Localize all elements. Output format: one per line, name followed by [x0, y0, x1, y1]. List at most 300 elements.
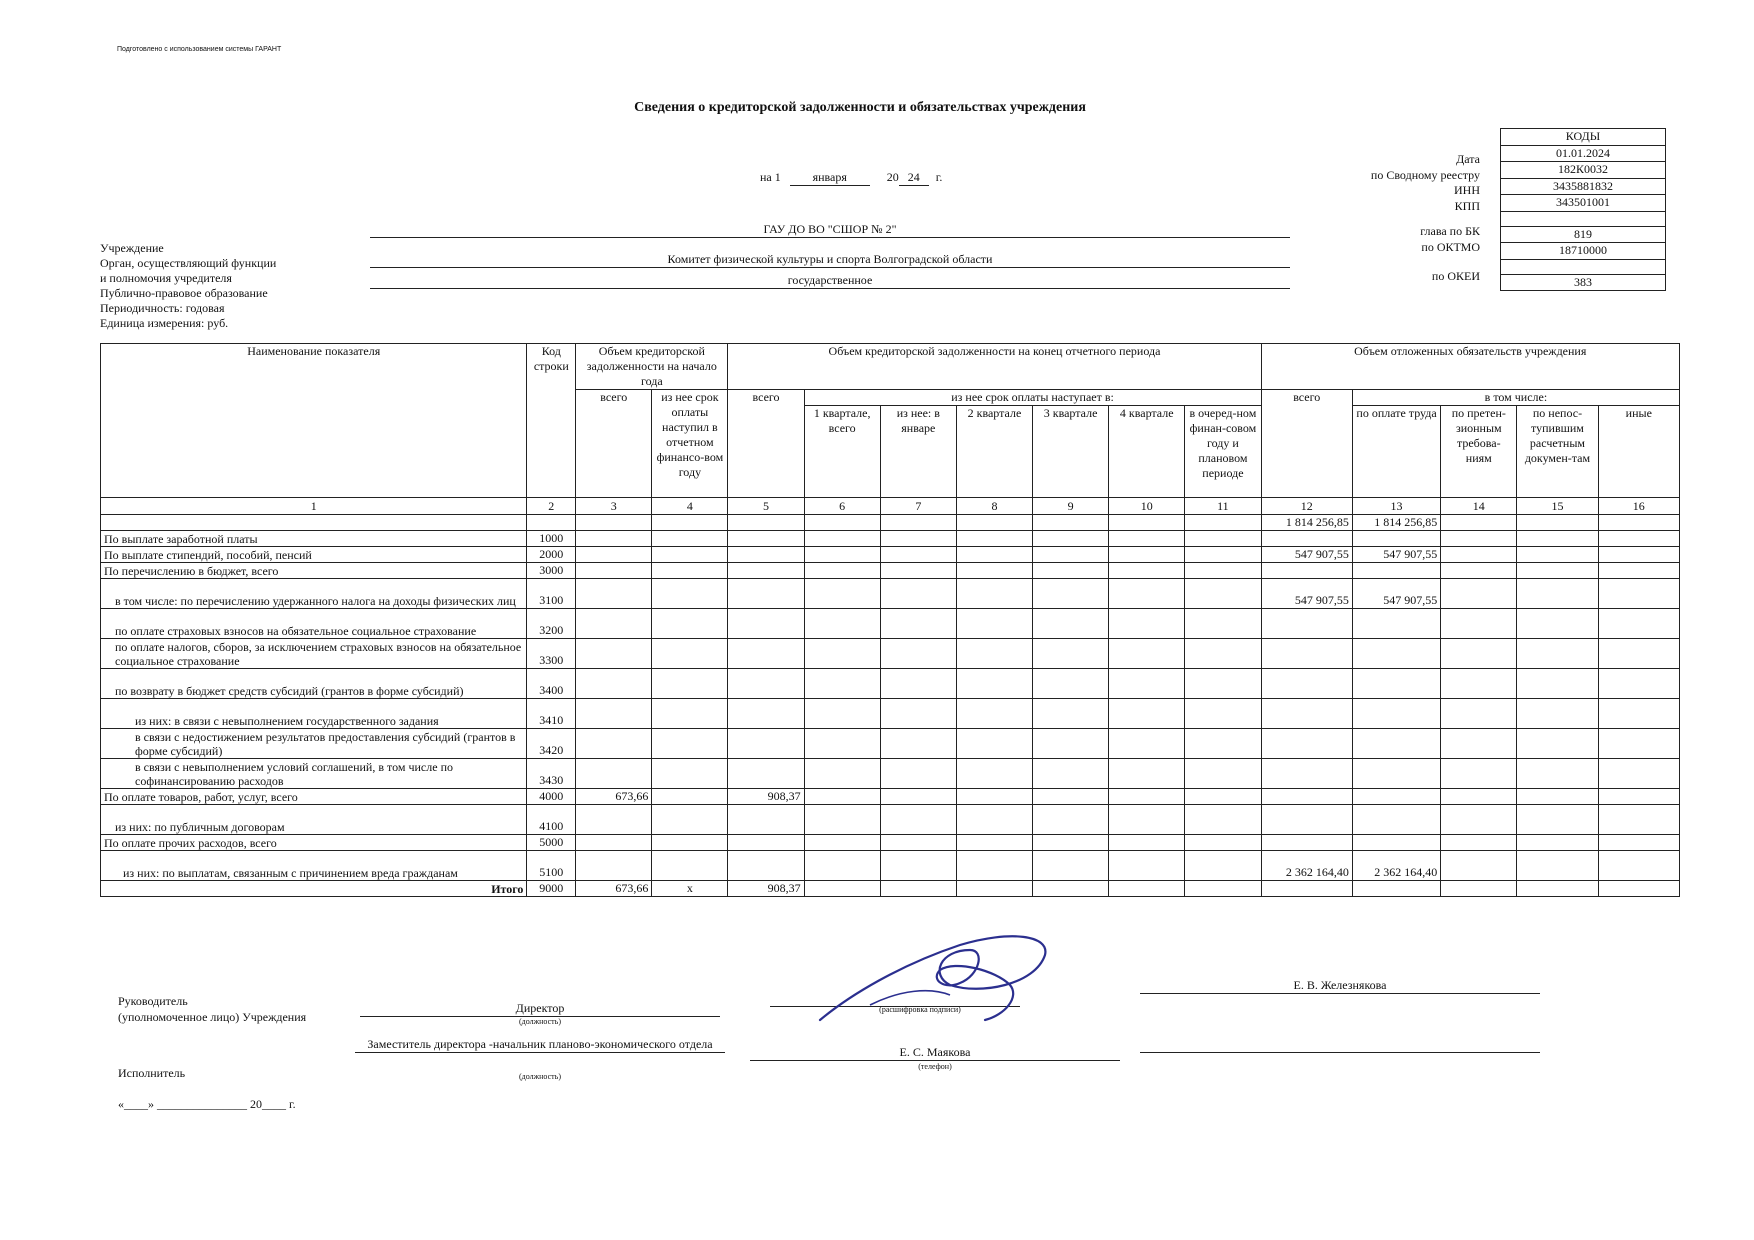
header-code: Код строки	[527, 344, 576, 498]
header-end-total: всего	[728, 390, 804, 498]
row-name: из них: по выплатам, связанным с причинением вреда гражданам	[101, 851, 527, 881]
table-cell	[804, 669, 880, 699]
row-deferred-wages: 547 907,55	[1352, 579, 1440, 609]
table-cell	[1517, 789, 1598, 805]
row-deferred-total: 547 907,55	[1261, 579, 1352, 609]
header-name: Наименование показателя	[101, 344, 527, 498]
table-cell	[956, 851, 1032, 881]
date-month: января	[790, 170, 870, 186]
row-name: По выплате заработной платы	[101, 531, 527, 547]
row-name: По оплате прочих расходов, всего	[101, 835, 527, 851]
table-cell	[1517, 639, 1598, 669]
table-cell	[1441, 789, 1517, 805]
table-row	[101, 531, 1680, 547]
row-deferred-wages	[1352, 729, 1440, 759]
table-cell	[1517, 547, 1598, 563]
table-row	[101, 835, 1680, 851]
table-cell	[1033, 669, 1109, 699]
table-cell	[1441, 699, 1517, 729]
header-end-sub: из нее срок оплаты наступает в:	[804, 390, 1261, 406]
row-begin-due	[652, 729, 728, 759]
table-row	[101, 805, 1680, 835]
row-begin-total	[576, 759, 652, 789]
total-row: Итого 9000 673,66 x 908,37	[101, 881, 1680, 897]
table-cell	[1441, 639, 1517, 669]
row-deferred-wages: 1 814 256,85	[1352, 515, 1440, 531]
date-year: 24	[899, 170, 929, 186]
table-cell	[1185, 805, 1261, 835]
table-row	[101, 729, 1680, 759]
table-cell	[880, 563, 956, 579]
table-cell	[1109, 669, 1185, 699]
signature-caption: (расшифровка подписи)	[879, 1005, 961, 1014]
table-cell	[1109, 515, 1185, 531]
row-deferred-total	[1261, 699, 1352, 729]
table-cell	[1109, 639, 1185, 669]
row-deferred-total	[1261, 729, 1352, 759]
row-end-total: 908,37	[728, 789, 804, 805]
code-kpp: 343501001	[1501, 195, 1665, 212]
table-cell	[804, 805, 880, 835]
table-cell	[1517, 759, 1598, 789]
position-caption: (должность)	[519, 1017, 561, 1026]
table-cell	[804, 563, 880, 579]
row-begin-total	[576, 851, 652, 881]
row-end-total	[728, 699, 804, 729]
codes-header: КОДЫ	[1501, 129, 1665, 146]
garant-note: Подготовлено с использованием системы ГАРАНТ	[117, 46, 282, 53]
header-def-sub: в том числе:	[1352, 390, 1679, 406]
table-cell	[956, 669, 1032, 699]
table-cell	[880, 789, 956, 805]
row-name: в связи с невыполнением условий соглашений, в том числе по софинансированию расходов	[101, 759, 527, 789]
table-cell	[1033, 835, 1109, 851]
org-labels: Учреждение Орган, осуществляющий функции и полномочия учредителя Публично-правовое образование Периодичность: годовая Единица измерения: руб.	[100, 241, 277, 330]
codes-labels: Дата по Сводному реестру ИНН КПП глава по БК по ОКТМО по ОКЕИ	[1370, 152, 1480, 283]
table-cell	[804, 515, 880, 531]
row-code: 4000	[527, 789, 576, 805]
table-cell	[1441, 759, 1517, 789]
row-deferred-wages	[1352, 669, 1440, 699]
date-line: на 1 января 20 24 г.	[760, 170, 943, 184]
row-deferred-wages	[1352, 563, 1440, 579]
table-cell	[1109, 547, 1185, 563]
table-cell	[1598, 669, 1679, 699]
table-cell	[804, 531, 880, 547]
table-cell	[1185, 547, 1261, 563]
table-cell	[1517, 805, 1598, 835]
table-cell	[1109, 759, 1185, 789]
table-cell	[1185, 669, 1261, 699]
table-cell	[804, 835, 880, 851]
row-name: из них: в связи с невыполнением государственного задания	[101, 699, 527, 729]
table-row	[101, 563, 1680, 579]
table-cell	[880, 531, 956, 547]
table-cell	[1109, 699, 1185, 729]
row-code: 4100	[527, 805, 576, 835]
table-cell	[1185, 609, 1261, 639]
row-deferred-total	[1261, 639, 1352, 669]
table-cell	[1598, 835, 1679, 851]
table-cell	[1517, 531, 1598, 547]
table-cell	[804, 729, 880, 759]
row-end-total	[728, 805, 804, 835]
table-cell	[1185, 835, 1261, 851]
executor-label: Исполнитель	[118, 1066, 186, 1080]
table-cell	[1033, 639, 1109, 669]
row-begin-due	[652, 547, 728, 563]
row-deferred-total: 1 814 256,85	[1261, 515, 1352, 531]
row-code: 2000	[527, 547, 576, 563]
table-cell	[1033, 579, 1109, 609]
table-cell	[1598, 789, 1679, 805]
ppo-name: государственное	[370, 273, 1290, 289]
header-q3: 3 квартале	[1033, 406, 1109, 498]
table-cell	[880, 729, 956, 759]
table-cell	[1033, 547, 1109, 563]
row-end-total	[728, 579, 804, 609]
row-name: По перечислению в бюджет, всего	[101, 563, 527, 579]
row-begin-due	[652, 563, 728, 579]
header-def-total: всего	[1261, 390, 1352, 498]
header-end: Объем кредиторской задолженности на конец отчетного периода	[728, 344, 1261, 390]
header-other: иные	[1598, 406, 1679, 498]
table-cell	[956, 609, 1032, 639]
row-end-total	[728, 515, 804, 531]
table-cell	[880, 579, 956, 609]
table-cell	[1033, 609, 1109, 639]
row-name: в том числе: по перечислению удержанного налога на доходы физических лиц	[101, 579, 527, 609]
table-cell	[1185, 579, 1261, 609]
table-cell	[804, 609, 880, 639]
table-cell	[1185, 789, 1261, 805]
row-begin-total	[576, 805, 652, 835]
table-cell	[804, 547, 880, 563]
table-cell	[956, 759, 1032, 789]
table-cell	[1109, 531, 1185, 547]
table-cell	[1109, 609, 1185, 639]
row-name: из них: по публичным договорам	[101, 805, 527, 835]
table-row	[101, 609, 1680, 639]
header-begin-due: из нее срок оплаты наступил в отчетном финансо-вом году	[652, 390, 728, 498]
table-cell	[1033, 531, 1109, 547]
liabilities-table	[100, 343, 1680, 897]
row-begin-due	[652, 789, 728, 805]
row-begin-due	[652, 699, 728, 729]
table-cell	[1441, 805, 1517, 835]
table-cell	[1033, 759, 1109, 789]
table-cell	[1033, 563, 1109, 579]
row-end-total	[728, 547, 804, 563]
table-cell	[1598, 805, 1679, 835]
table-cell	[1441, 531, 1517, 547]
table-cell	[1598, 531, 1679, 547]
table-cell	[1109, 835, 1185, 851]
table-cell	[804, 789, 880, 805]
institution-name: ГАУ ДО ВО "СШОР № 2"	[370, 222, 1290, 238]
header-claims: по претен-зионным требова-ниям	[1441, 406, 1517, 498]
table-cell	[956, 531, 1032, 547]
row-begin-total	[576, 729, 652, 759]
table-cell	[1598, 699, 1679, 729]
table-cell	[1598, 851, 1679, 881]
row-code: 3300	[527, 639, 576, 669]
table-cell	[1185, 563, 1261, 579]
table-cell	[1441, 851, 1517, 881]
row-deferred-total	[1261, 563, 1352, 579]
table-row	[101, 851, 1680, 881]
row-code	[527, 515, 576, 531]
row-deferred-total	[1261, 669, 1352, 699]
row-code: 5000	[527, 835, 576, 851]
row-name: по возврату в бюджет средств субсидий (грантов в форме субсидий)	[101, 669, 527, 699]
row-begin-due	[652, 579, 728, 609]
table-cell	[804, 639, 880, 669]
table-cell	[1033, 805, 1109, 835]
table-cell	[1441, 729, 1517, 759]
head-label: Руководитель (уполномоченное лицо) Учреждения	[118, 994, 307, 1024]
table-cell	[1517, 669, 1598, 699]
table-cell	[1598, 729, 1679, 759]
head-name: Е. В. Железнякова	[1140, 978, 1540, 994]
table-cell	[880, 851, 956, 881]
row-code: 3200	[527, 609, 576, 639]
row-name: по оплате страховых взносов на обязательное социальное страхование	[101, 609, 527, 639]
table-cell	[1598, 639, 1679, 669]
table-cell	[1441, 669, 1517, 699]
row-name: По оплате товаров, работ, услуг, всего	[101, 789, 527, 805]
table-cell	[804, 699, 880, 729]
table-cell	[1033, 789, 1109, 805]
table-cell	[1109, 579, 1185, 609]
table-cell	[880, 759, 956, 789]
header-docs: по непос-тупившим расчетным докумен-там	[1517, 406, 1598, 498]
row-deferred-total	[1261, 759, 1352, 789]
table-row	[101, 699, 1680, 729]
table-cell	[1598, 563, 1679, 579]
code-okei: 383	[1574, 274, 1592, 289]
row-name: по оплате налогов, сборов, за исключением страховых взносов на обязательное социальное страхование	[101, 639, 527, 669]
table-cell	[1109, 729, 1185, 759]
row-begin-due	[652, 805, 728, 835]
table-cell	[1033, 699, 1109, 729]
row-name: в связи с недостижением результатов предоставления субсидий (грантов в форме субсидий)	[101, 729, 527, 759]
row-code: 1000	[527, 531, 576, 547]
row-code: 3400	[527, 669, 576, 699]
row-begin-due	[652, 531, 728, 547]
table-cell	[804, 851, 880, 881]
row-deferred-total	[1261, 531, 1352, 547]
header-q2: 2 квартале	[956, 406, 1032, 498]
header-begin-total: всего	[576, 390, 652, 498]
table-cell	[956, 563, 1032, 579]
row-begin-total	[576, 669, 652, 699]
table-cell	[1185, 515, 1261, 531]
row-begin-total	[576, 531, 652, 547]
table-cell	[1033, 851, 1109, 881]
table-cell	[956, 835, 1032, 851]
table-cell	[956, 579, 1032, 609]
table-cell	[1185, 729, 1261, 759]
table-cell	[880, 805, 956, 835]
row-deferred-total: 2 362 164,40	[1261, 851, 1352, 881]
header-begin: Объем кредиторской задолженности на начало года	[576, 344, 728, 390]
table-cell	[1185, 699, 1261, 729]
table-cell	[880, 835, 956, 851]
row-deferred-wages: 547 907,55	[1352, 547, 1440, 563]
table-cell	[956, 729, 1032, 759]
row-code: 5100	[527, 851, 576, 881]
handwritten-signature-icon	[810, 925, 1070, 1035]
table-cell	[956, 805, 1032, 835]
row-end-total	[728, 531, 804, 547]
table-row	[101, 789, 1680, 805]
table-cell	[956, 699, 1032, 729]
table-cell	[1109, 563, 1185, 579]
table-cell	[1109, 789, 1185, 805]
table-cell	[1185, 639, 1261, 669]
column-index-row: 1 2 3 4 5 6 7 8 9 10 11 12 13 14 15 16	[101, 498, 1680, 515]
table-cell	[804, 579, 880, 609]
table-cell	[1598, 579, 1679, 609]
table-cell	[880, 669, 956, 699]
row-begin-due	[652, 609, 728, 639]
table-cell	[1441, 609, 1517, 639]
table-cell	[1517, 851, 1598, 881]
header-q4: 4 квартале	[1109, 406, 1185, 498]
row-begin-due	[652, 515, 728, 531]
row-begin-total	[576, 579, 652, 609]
row-begin-due	[652, 669, 728, 699]
row-begin-total	[576, 547, 652, 563]
signature-date: «____» _______________ 20____ г.	[118, 1097, 296, 1111]
row-begin-total	[576, 563, 652, 579]
table-row	[101, 579, 1680, 609]
table-cell	[1441, 579, 1517, 609]
row-deferred-wages	[1352, 609, 1440, 639]
row-deferred-total	[1261, 609, 1352, 639]
row-begin-due	[652, 835, 728, 851]
table-cell	[1517, 515, 1598, 531]
row-deferred-wages	[1352, 699, 1440, 729]
head-position: Директор	[360, 1001, 720, 1017]
row-begin-total	[576, 835, 652, 851]
row-code: 3430	[527, 759, 576, 789]
header-wages: по оплате труда	[1352, 406, 1440, 498]
code-bk: 819	[1501, 227, 1665, 244]
row-end-total	[728, 639, 804, 669]
table-cell	[1441, 835, 1517, 851]
header-next: в очеред-ном финан-совом году и плановом периоде	[1185, 406, 1261, 498]
table-cell	[1441, 515, 1517, 531]
table-cell	[1598, 759, 1679, 789]
code-date: 01.01.2024	[1501, 146, 1665, 163]
document-title: Сведения о кредиторской задолженности и обязательствах учреждения	[634, 100, 1086, 115]
table-cell	[1109, 805, 1185, 835]
row-begin-total	[576, 515, 652, 531]
row-deferred-wages: 2 362 164,40	[1352, 851, 1440, 881]
table-cell	[1441, 547, 1517, 563]
table-cell	[1517, 699, 1598, 729]
row-end-total	[728, 835, 804, 851]
row-deferred-total	[1261, 805, 1352, 835]
table-cell	[956, 547, 1032, 563]
table-row	[101, 759, 1680, 789]
table-cell	[956, 789, 1032, 805]
executor-name: Е. С. Маякова	[750, 1045, 1120, 1061]
table-cell	[1598, 609, 1679, 639]
row-name: По выплате стипендий, пособий, пенсий	[101, 547, 527, 563]
row-code: 3000	[527, 563, 576, 579]
row-begin-due	[652, 639, 728, 669]
table-cell	[1517, 579, 1598, 609]
table-cell	[1185, 531, 1261, 547]
table-cell	[880, 699, 956, 729]
table-row	[101, 547, 1680, 563]
table-cell	[956, 639, 1032, 669]
executor-position: Заместитель директора -начальник планово-экономического отдела	[355, 1036, 725, 1053]
header-deferred: Объем отложенных обязательств учреждения	[1261, 344, 1679, 390]
row-end-total	[728, 563, 804, 579]
table-cell	[1033, 729, 1109, 759]
table-cell	[1109, 851, 1185, 881]
table-cell	[1441, 563, 1517, 579]
row-begin-due	[652, 759, 728, 789]
row-code: 3420	[527, 729, 576, 759]
table-row	[101, 669, 1680, 699]
phone-caption: (телефон)	[918, 1062, 952, 1071]
code-oktmo: 18710000	[1501, 243, 1665, 260]
header-q1: 1 квартале, всего	[804, 406, 880, 498]
row-begin-total	[576, 609, 652, 639]
row-code: 3100	[527, 579, 576, 609]
table-cell	[1517, 609, 1598, 639]
header-jan: из нее: в январе	[880, 406, 956, 498]
table-cell	[880, 547, 956, 563]
row-begin-total: 673,66	[576, 789, 652, 805]
row-deferred-wages	[1352, 835, 1440, 851]
table-row	[101, 639, 1680, 669]
table-cell	[1517, 563, 1598, 579]
code-registry: 182К0032	[1501, 162, 1665, 179]
table-cell	[1598, 515, 1679, 531]
table-cell	[1033, 515, 1109, 531]
row-end-total	[728, 759, 804, 789]
founder-name: Комитет физической культуры и спорта Волгоградской области	[370, 252, 1290, 268]
table-cell	[804, 759, 880, 789]
codes-box	[1500, 128, 1666, 291]
table-row	[101, 515, 1680, 531]
executor-position-caption: (должность)	[519, 1072, 561, 1081]
row-deferred-total	[1261, 835, 1352, 851]
row-begin-total	[576, 639, 652, 669]
row-deferred-total: 547 907,55	[1261, 547, 1352, 563]
row-end-total	[728, 669, 804, 699]
table-cell	[956, 515, 1032, 531]
row-name	[101, 515, 527, 531]
table-cell	[1517, 729, 1598, 759]
row-deferred-wages	[1352, 805, 1440, 835]
row-end-total	[728, 729, 804, 759]
table-cell	[880, 639, 956, 669]
table-cell	[1185, 759, 1261, 789]
row-deferred-total	[1261, 789, 1352, 805]
row-deferred-wages	[1352, 639, 1440, 669]
row-code: 3410	[527, 699, 576, 729]
table-cell	[1598, 547, 1679, 563]
table-cell	[880, 609, 956, 639]
table-cell	[1517, 835, 1598, 851]
